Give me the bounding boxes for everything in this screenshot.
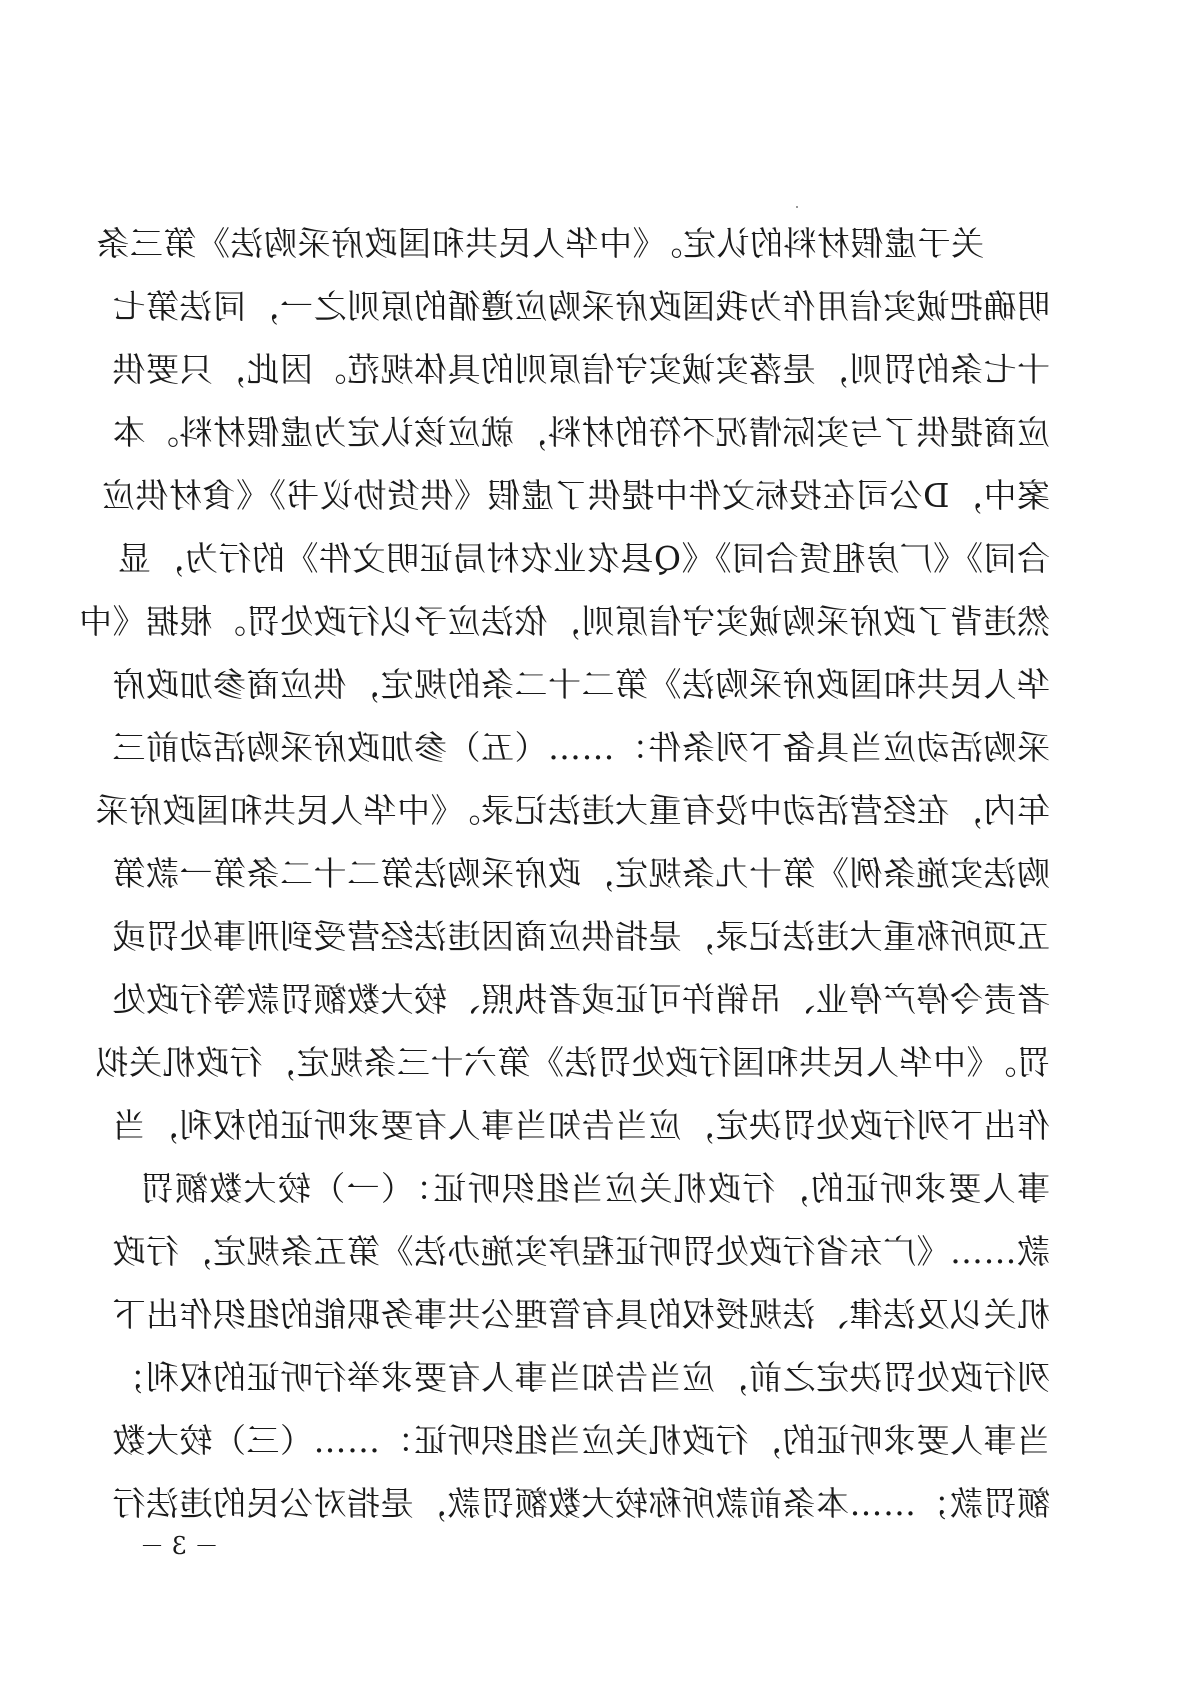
text-line: 机关以及法律、法规授权的具有管理公共事务职能的组织作出下 <box>112 1295 1050 1334</box>
scan-speck <box>796 206 798 208</box>
text-line: 事人要求听证的，行政机关应当组织听证：（一）较大数额罚 <box>140 1169 1050 1208</box>
text-line: 五项所称重大违法记录，是指供应商因违法经营受到刑事处罚或 <box>112 917 1050 956</box>
text-line: 明确把诚实信用作为我国政府采购应遵循的原则之一，同法第七 <box>112 287 1050 326</box>
text-line: 采购活动应当具备下列条件：……（五）参加政府采购活动前三 <box>112 728 1050 767</box>
text-line: 列行政处罚决定之前，应当告知当事人有要求举行听证的权利； <box>112 1358 1050 1397</box>
text-line: 案中，D公司在投标文件中提供了虚假《供货协议书》《食材供应 <box>101 476 1050 515</box>
text-line: 关于虚假材料的认定。《中华人民共和国政府采购法》第三条 <box>96 224 984 263</box>
text-line: 罚。《中华人民共和国行政处罚法》第六十三条规定，行政机关拟 <box>95 1043 1050 1082</box>
body-paragraph <box>78 212 1050 1535</box>
text-line: 华人民共和国政府采购法》第二十二条的规定，供应商参加政府 <box>112 665 1050 704</box>
text-line: 然违背了政府采购诚实守信原则，依法应予以行政处罚。根据《中 <box>78 602 1050 641</box>
text-line: 购法实施条例》第十九条规定，政府采购法第二十二条第一款第 <box>112 854 1050 893</box>
text-line: 作出下列行政处罚决定，应当告知当事人有要求听证的权利，当 <box>112 1106 1050 1145</box>
text-line: 年内，在经营活动中没有重大违法记录。《中华人民共和国政府采 <box>95 791 1050 830</box>
text-line: 当事人要求听证的，行政机关应当组织听证：……（三）较大数 <box>112 1421 1050 1460</box>
text-line: 十七条的罚则，是落实诚实守信原则的具体规范。因此，只要供 <box>112 350 1050 389</box>
page-number: － 3 － <box>140 1532 219 1560</box>
text-line: 应商提供了与实际情况不符的材料，就应该认定为虚假材料。本 <box>112 413 1050 452</box>
text-line: 者责令停产停业、吊销许可证或者执照、较大数额罚款等行政处 <box>112 980 1050 1019</box>
text-line: 款……《广东省行政处罚听证程序实施办法》第五条规定，行政 <box>112 1232 1050 1271</box>
text-line: 额罚款；……本条前款所称较大数额罚款，是指对公民的违法行 <box>112 1484 1050 1523</box>
text-line: 合同》《厂房租赁合同》《Q县农业农村局证明文件》的行为，显 <box>117 539 1050 578</box>
